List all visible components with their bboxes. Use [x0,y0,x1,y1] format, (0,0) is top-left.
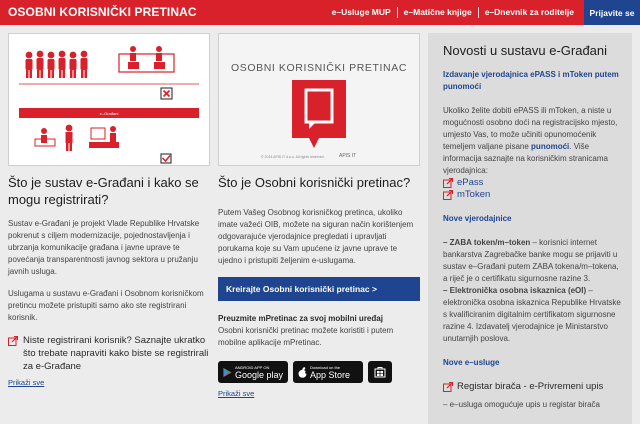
message-bubble-icon [219,34,419,165]
registration-illustration [9,34,209,165]
show-all-link-col1[interactable]: Prikaži sve [8,378,45,387]
registar-biraca-link-text: Registar birača - e-Privremeni upis [457,381,604,392]
windows-store-badge[interactable] [368,361,392,383]
eoi-description: – elektronička osobna iskaznica Republike Hrvatske s kvalificiranim digitalnim certifikatom sigurnosne razine 4. Izdavatelj vjerodajnice je Ministarstvo unutarnjih poslova. [443,286,621,343]
people-group [26,51,88,78]
news-item-heading[interactable]: Nove e–usluge [443,358,500,367]
zaba-token-text [443,237,623,285]
mobile-app-title: Preuzmite mPretinac za svoj mobilni uređaj [218,314,383,323]
registration-info-link-text: Niste registrirani korisnik? Saznajte ukratko što trebate napraviti kako biste se registrirali za e-Građane [23,335,209,372]
app-store-badges [218,361,420,383]
punomoci-link[interactable]: punomoći [531,142,570,151]
mtoken-link-text: mToken [457,189,491,200]
news-item-text [443,105,623,177]
card-title-osobni-pretinac: Što je Osobni korisnički pretinac? [218,175,411,190]
e-gradani-illustration [8,33,210,166]
column-e-gradani [8,33,210,387]
column-osobni-pretinac [218,33,420,398]
pretinac-paragraph: Putem Vašeg Osobnog korisničkog pretinca, ukoliko imate važeći OIB, možete na siguran način korištenjem odgovarajuće vjerodajnice pregledati i upravljati porukama koje su Vam upućene iz javne uprave te ujedno i pristupiti željenim e-uslugama. [218,208,414,265]
news-list [443,69,623,411]
external-link-icon [443,382,453,392]
google-play-icon [223,367,232,378]
show-all-link-col2[interactable]: Prikaži sve [218,389,255,398]
registar-biraca-description: – e–usluga omogućuje upis u registar birača [443,400,600,409]
top-bar [0,0,640,25]
brand-title[interactable]: OSOBNI KORISNIČKI PRETINAC [8,5,197,19]
login-button[interactable]: Prijavite se [584,0,640,25]
app-store-badge[interactable] [293,361,363,383]
google-play-small-text: ANDROID APP ON [234,364,270,370]
eoi-text [443,285,623,345]
card-title-e-gradani: Što je sustav e-Građani i kako se mogu registrirati? [8,175,199,207]
e-gradani-bar-label: e–Građani [99,111,119,116]
windows-store-icon [374,366,386,378]
apple-icon [298,367,307,378]
epass-link[interactable] [443,177,623,189]
news-sidebar [428,33,632,424]
access-paragraph: Uslugama u sustavu e-Građani i Osobnom korisničkom pretincu možete pristupiti samo ako ste registrirani korisnik. [8,289,204,322]
external-link-icon [8,336,18,346]
google-play-big-text: Google play [234,369,283,380]
zaba-token-label: – ZABA token/m–token [443,238,531,247]
eoi-label: – Elektronička osobna iskaznica (eOI) [443,286,587,295]
external-link-icon [443,190,453,200]
nav-link-e-usluge-mup[interactable]: e–Usluge MUP [331,7,391,17]
external-link-icon [443,178,453,188]
zaba-token-description: – korisnici internet bankarstva Zagrebačke banke mogu se prijaviti u sustav e–Građani putem ZABA tokena/m–tokena, a riječ je o certifikatu sigurnosne razine 3. [443,238,619,283]
news-title: Novosti u sustavu e-Građani [443,43,608,58]
bottom-people-group [35,125,73,151]
checkbox-icon [161,154,171,163]
google-play-badge[interactable] [218,361,288,383]
epass-link-text: ePass [457,177,484,188]
mtoken-link[interactable] [443,189,623,201]
banner-title: OSOBNI KORISNIČKI PRETINAC [230,62,408,74]
banner-copyright: © 2014 APIS IT d.o.o. All rights reserved. [261,155,325,159]
news-item-text-b: . Više informacija saznajte na korisničkim stranicama vjerodajnica: [443,142,608,175]
computer-icon [89,126,119,148]
news-item-text-a: Ukoliko želite dobiti ePASS ili mToken, a niste u mogućnosti osobno doći na registracijsko mjesto, umjesto Vas, to može učiniti opunomoćenik temeljem valjane pisane [443,106,618,151]
news-item-heading[interactable]: Nove vjerodajnice [443,214,512,223]
nav-link-e-maticne-knjige[interactable]: e–Matične knjige [397,7,478,18]
banner-apis-logo: APIS IT [339,153,357,159]
mobile-app-description: Osobni korisnički pretinac možete koristiti i putem mobilne aplikacije mPretinac. [218,326,394,347]
osobni-pretinac-banner [218,33,420,166]
create-pretinac-button[interactable]: Kreirajte Osobni korisnički pretinac > [218,277,420,301]
close-box-icon [161,88,172,99]
app-store-small-text: Download on the [310,364,341,370]
nav-link-e-dnevnik[interactable]: e–Dnevnik za roditelje [478,7,580,18]
news-item-heading[interactable]: Izdavanje vjerodajnica ePASS i mToken putem punomoći [443,70,619,91]
app-store-big-text: App Store [310,369,351,380]
intro-paragraph: Sustav e-Građani je projekt Vlade Republike Hrvatske pokrenut s ciljem modernizacije, pojednostavljenja i ubrzanja komunikacije građana i javne uprave te povećanja transparentnosti javnog sektora u pružanju javnih usluga. [8,219,200,276]
registar-biraca-link[interactable] [443,381,623,393]
desk-icon [119,46,174,72]
mobile-app-text [218,313,420,349]
top-nav [326,0,580,25]
registration-info-link[interactable] [8,334,210,373]
